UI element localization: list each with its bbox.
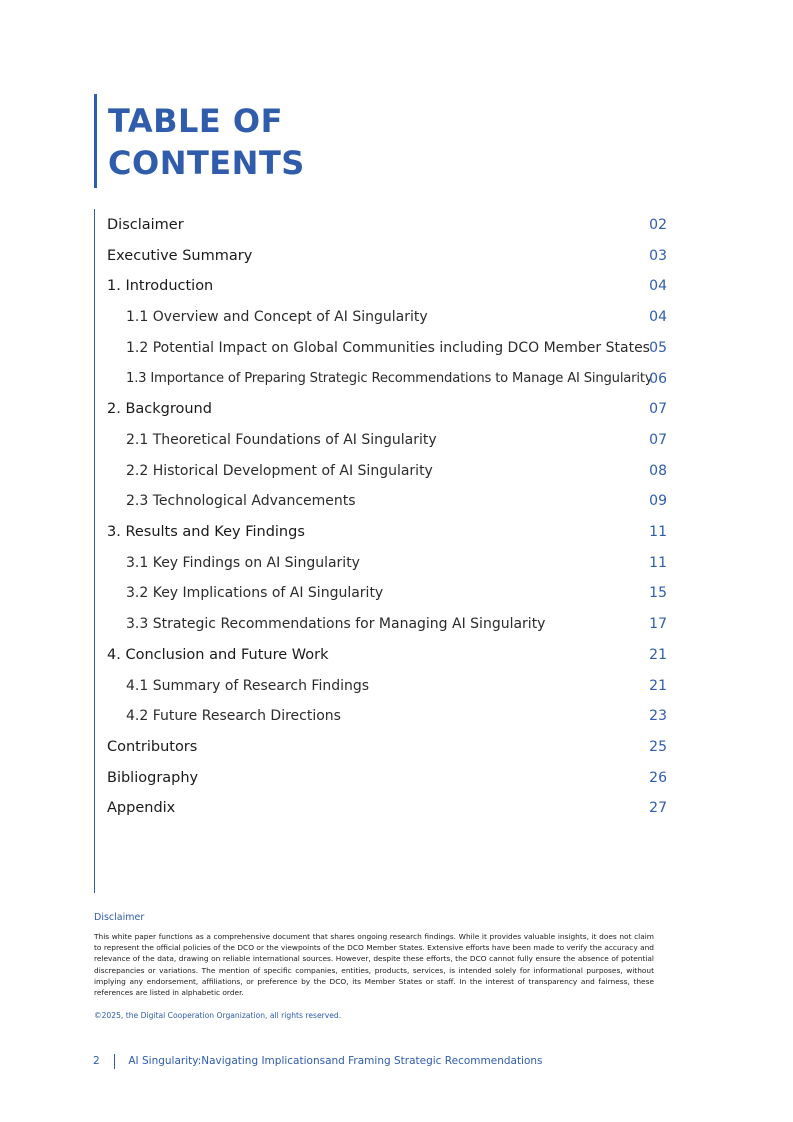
page-footer (93, 1053, 543, 1069)
toc-entry-page-number: 17 (649, 616, 667, 633)
toc-entry-label: 3.1 Key Findings on AI Singularity (126, 554, 360, 571)
disclaimer-heading: Disclaimer (94, 912, 145, 923)
toc-entry-page-number: 05 (649, 339, 667, 356)
toc-entry-page-number: 04 (649, 309, 667, 326)
toc-entry[interactable] (0, 398, 793, 420)
page-title-line-2: CONTENTS (108, 144, 305, 182)
toc-entry-page-number: 09 (649, 493, 667, 510)
footer-divider (114, 1054, 115, 1069)
toc-entry-label: 3.3 Strategic Recommendations for Managing AI Singularity (126, 616, 546, 633)
toc-entry[interactable] (0, 429, 793, 451)
toc-entry-label: 2.3 Technological Advancements (126, 493, 356, 510)
toc-entry-label: 4.1 Summary of Research Findings (126, 677, 370, 694)
toc-entry-label: 2. Background (107, 401, 212, 418)
toc-entry-page-number: 07 (649, 401, 667, 418)
copyright-notice: ©2025, the Digital Cooperation Organization, all rights reserved. (94, 1011, 342, 1020)
toc-entry-page-number: 26 (649, 769, 667, 786)
footer-page-number: 2 (93, 1055, 100, 1067)
footer-document-title: AI Singularity:Navigating Implicationsand Framing Strategic Recommendations (128, 1055, 543, 1067)
toc-entry-label: 2.2 Historical Development of AI Singularity (126, 462, 433, 479)
toc-entry[interactable] (0, 521, 793, 543)
toc-entry[interactable] (0, 582, 793, 604)
toc-entry[interactable] (0, 552, 793, 574)
toc-entry-page-number: 11 (649, 554, 667, 571)
toc-entry[interactable] (0, 275, 793, 297)
toc-entry-label: 1.3 Importance of Preparing Strategic Recommendations to Manage AI Singularity (126, 370, 653, 386)
toc-entry-label: 1. Introduction (107, 278, 214, 295)
toc-entry-page-number: 02 (649, 217, 667, 233)
toc-entry-page-number: 11 (649, 524, 667, 540)
toc-entry[interactable] (0, 337, 793, 359)
toc-entry-page-number: 23 (649, 708, 667, 725)
toc-entry[interactable] (0, 490, 793, 512)
toc-entry-page-number: 04 (649, 278, 667, 295)
toc-entry-page-number: 03 (649, 247, 667, 264)
toc-entry-label: Bibliography (107, 769, 199, 786)
toc-entry-label: 3.2 Key Implications of AI Singularity (126, 585, 384, 602)
toc-entry-label: 4.2 Future Research Directions (126, 708, 341, 725)
disclaimer-text: This white paper functions as a comprehensive document that shares ongoing research findings. While it provides valuable insights, it does not claim to represent the official policies of the DCO or the viewpoints of the DCO Member States. Extensive efforts have been made to verify the accuracy and relevance of the data, drawing on reliable international sources. However, despite these efforts, the DCO cannot fully ensure the absence of potential discrepancies or variations. The mention of specific companies, entities, products, services, is intended solely for informational purposes, without implying any endorsement, affiliations, or preference by the DCO, its Member States or staff. In the interest of transparency and fairness, these references are listed in alphabetic order. (94, 932, 654, 998)
toc-entry-page-number: 06 (649, 370, 667, 387)
toc-entry-label: 1.1 Overview and Concept of AI Singularity (126, 309, 428, 326)
toc-entry[interactable] (0, 613, 793, 635)
toc-entry-label: 3. Results and Key Findings (107, 524, 305, 540)
toc-entry[interactable] (0, 797, 793, 819)
toc-entry[interactable] (0, 460, 793, 482)
toc-entry-label: 4. Conclusion and Future Work (107, 646, 329, 663)
toc-entry-page-number: 21 (649, 646, 667, 663)
toc-entry[interactable] (0, 675, 793, 697)
toc-entry-label: 2.1 Theoretical Foundations of AI Singularity (126, 431, 437, 448)
toc-entry-page-number: 25 (649, 738, 667, 755)
page-title-line-1: TABLE OF (108, 102, 283, 140)
toc-entry-label: Contributors (107, 738, 198, 755)
toc-entry[interactable] (0, 767, 793, 789)
toc-entry[interactable] (0, 368, 793, 390)
toc-entry-label: Appendix (107, 800, 176, 817)
toc-entry[interactable] (0, 245, 793, 267)
toc-entry-label: Disclaimer (107, 217, 184, 233)
toc-entry-page-number: 21 (649, 677, 667, 694)
toc-entry[interactable] (0, 644, 793, 666)
toc-entry-label: Executive Summary (107, 247, 253, 264)
toc-entry[interactable] (0, 705, 793, 727)
toc-entry-page-number: 27 (649, 800, 667, 817)
toc-entry[interactable] (0, 214, 793, 236)
toc-entry[interactable] (0, 306, 793, 328)
toc-entry-page-number: 15 (649, 585, 667, 602)
toc-entry-label: 1.2 Potential Impact on Global Communities including DCO Member States (126, 339, 650, 356)
toc-entry-page-number: 08 (649, 462, 667, 479)
toc-entry[interactable] (0, 736, 793, 758)
toc-entry-page-number: 07 (649, 431, 667, 448)
